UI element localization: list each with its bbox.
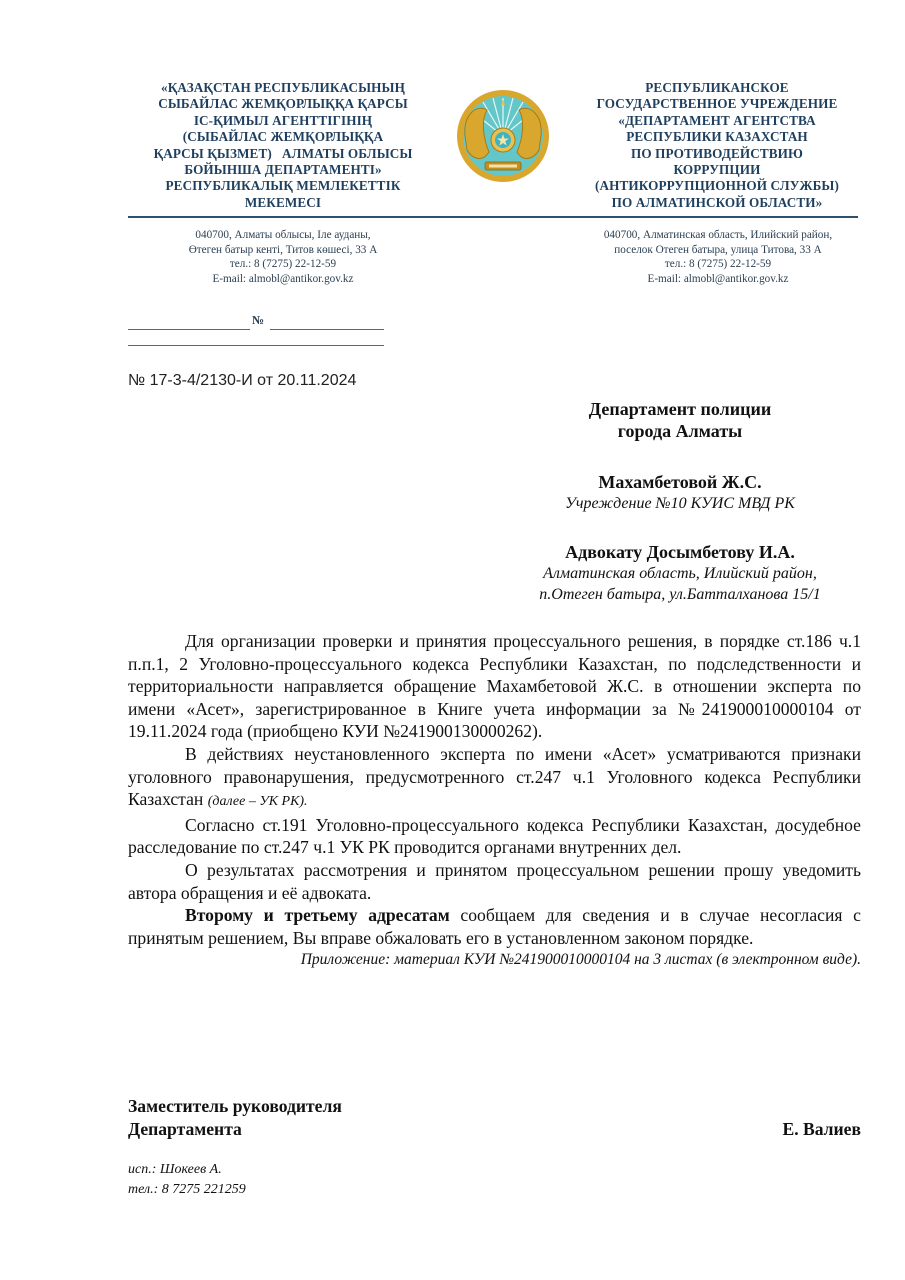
title-line: БОЙЫНША ДЕПАРТАМЕНТІ» — [184, 162, 382, 178]
paragraph-text: сообщаем для сведения и в случае несогласия с принятым решением, Вы вправе обжаловать его в установленном законом порядке. — [128, 905, 861, 948]
title-line: (АНТИКОРРУПЦИОННОЙ СЛУЖБЫ) — [595, 178, 839, 194]
title-line: ҚАРСЫ ҚЫЗМЕТ) АЛМАТЫ ОБЛЫСЫ — [153, 145, 413, 161]
title-line: (СЫБАЙЛАС ЖЕМҚОРЛЫҚҚА — [182, 129, 384, 145]
recipient-address: Алматинская область, Илийский район, — [543, 565, 817, 582]
email-line: E-mail: almobl@antikor.gov.kz — [647, 272, 789, 285]
letterhead-kazakh-title — [128, 80, 438, 211]
state-emblem-icon — [453, 86, 553, 186]
title-line: ПО АЛМАТИНСКОЙ ОБЛАСТИ» — [611, 194, 823, 210]
title-line: ПО ПРОТИВОДЕЙСТВИЮ — [631, 145, 803, 161]
russian-address-block — [570, 228, 866, 286]
paragraph-5 — [128, 904, 861, 949]
registration-number-sign: № — [252, 313, 265, 327]
signatory-department: Департамента — [128, 1119, 242, 1139]
recipient-1 — [500, 398, 860, 442]
executor-name: исп.: Шокеев А. — [128, 1162, 222, 1177]
paragraph-3: Согласно ст.191 Уголовно-процессуального кодекса Республики Казахстан, досудебное расследование по ст.247 ч.1 УК РК проводится органами внутренних дел. — [128, 814, 861, 858]
signature-block — [128, 1095, 861, 1141]
title-line: РЕСПУБЛИКАЛЫҚ МЕМЛЕКЕТТІК — [165, 178, 401, 194]
registration-second-line — [128, 345, 384, 346]
signatory-name: Е. Валиев — [782, 1119, 861, 1139]
recipient-name: Департамент полиции — [588, 399, 772, 419]
recipient-name: города Алматы — [617, 421, 743, 441]
address-line: поселок Отеген батыра, улица Титова, 33 А — [614, 243, 822, 256]
addressees-emphasis: Второму и третьему адресатам — [185, 905, 450, 926]
attachment-note: Приложение: материал КУИ №241900010000104 на 3 листах (в электронном виде). — [300, 951, 861, 969]
paragraph-text: В действиях неустановленного эксперта по имени «Асет» усматриваются признаки уголовного правонарушения, предусмотренного ст.247 ч.1 Уголовного кодекса Республики Казахстан — [128, 743, 861, 810]
title-line: РЕСПУБЛИКАНСКОЕ — [645, 80, 789, 95]
recipient-2 — [500, 471, 860, 514]
title-line: СЫБАЙЛАС ЖЕМҚОРЛЫҚҚА ҚАРСЫ — [158, 96, 408, 112]
outgoing-number: № 17-3-4/2130-И от 20.11.2024 — [128, 372, 357, 389]
title-line: РЕСПУБЛИКИ КАЗАХСТАН — [626, 129, 808, 145]
address-line: Өтеген батыр кенті, Титов көшесі, 33 А — [188, 243, 378, 256]
title-line: КОРРУПЦИИ — [673, 162, 761, 178]
letterhead-divider — [128, 216, 858, 218]
letter-body — [128, 630, 861, 972]
paragraph-2 — [128, 743, 861, 814]
address-line: 040700, Алматы облысы, Іле ауданы, — [195, 229, 371, 241]
paragraph-4: О результатах рассмотрения и принятом процессуальном решении прошу уведомить автора обращения и её адвоката. — [128, 859, 861, 903]
title-line: ГОСУДАРСТВЕННОЕ УЧРЕЖДЕНИЕ — [596, 96, 838, 112]
phone-line: тел.: 8 (7275) 22-12-59 — [664, 258, 772, 271]
kazakh-address-block — [128, 228, 438, 286]
title-line: «ҚАЗАҚСТАН РЕСПУБЛИКАСЫНЫҢ — [161, 80, 405, 95]
registration-date-line — [128, 329, 250, 330]
phone-line: тел.: 8 (7275) 22-12-59 — [229, 258, 337, 271]
registration-number-line — [270, 329, 384, 330]
email-line: E-mail: almobl@antikor.gov.kz — [212, 272, 354, 285]
signatory-position: Заместитель руководителя — [128, 1096, 342, 1116]
title-line: МЕКЕМЕСІ — [244, 194, 322, 210]
paragraph-1: Для организации проверки и принятия процессуального решения, в порядке ст.186 ч.1 п.п.1, 2 Уголовно-процессуального кодекса Республики Казахстан, по подследственности и территориальности направляется обращение Махамбетовой Ж.С. в отношении эксперта по имени «Асет», зарегистрированное в Книге учета информации за №241900010000104 от 19.11.2024 года (приобщено КУИ №241900130000262). — [128, 631, 861, 742]
abbreviation-note: (далее – УК РК). — [207, 794, 308, 810]
executor-phone: тел.: 8 7275 221259 — [128, 1182, 246, 1197]
executor-block — [128, 1160, 246, 1200]
recipient-name: Адвокату Досымбетову И.А. — [565, 542, 795, 562]
address-line: 040700, Алматинская область, Илийский район, — [603, 229, 833, 241]
recipient-3 — [500, 541, 860, 605]
recipient-address: п.Отеген батыра, ул.Батталханова 15/1 — [539, 586, 821, 603]
recipient-name: Махамбетовой Ж.С. — [598, 472, 762, 492]
title-line: «ДЕПАРТАМЕНТ АГЕНТСТВА — [618, 112, 816, 128]
title-line: ІС-ҚИМЫЛ АГЕНТТІГІНІҢ — [193, 112, 373, 128]
recipient-address: Учреждение №10 КУИС МВД РК — [565, 495, 795, 512]
letterhead-russian-title — [578, 80, 856, 211]
